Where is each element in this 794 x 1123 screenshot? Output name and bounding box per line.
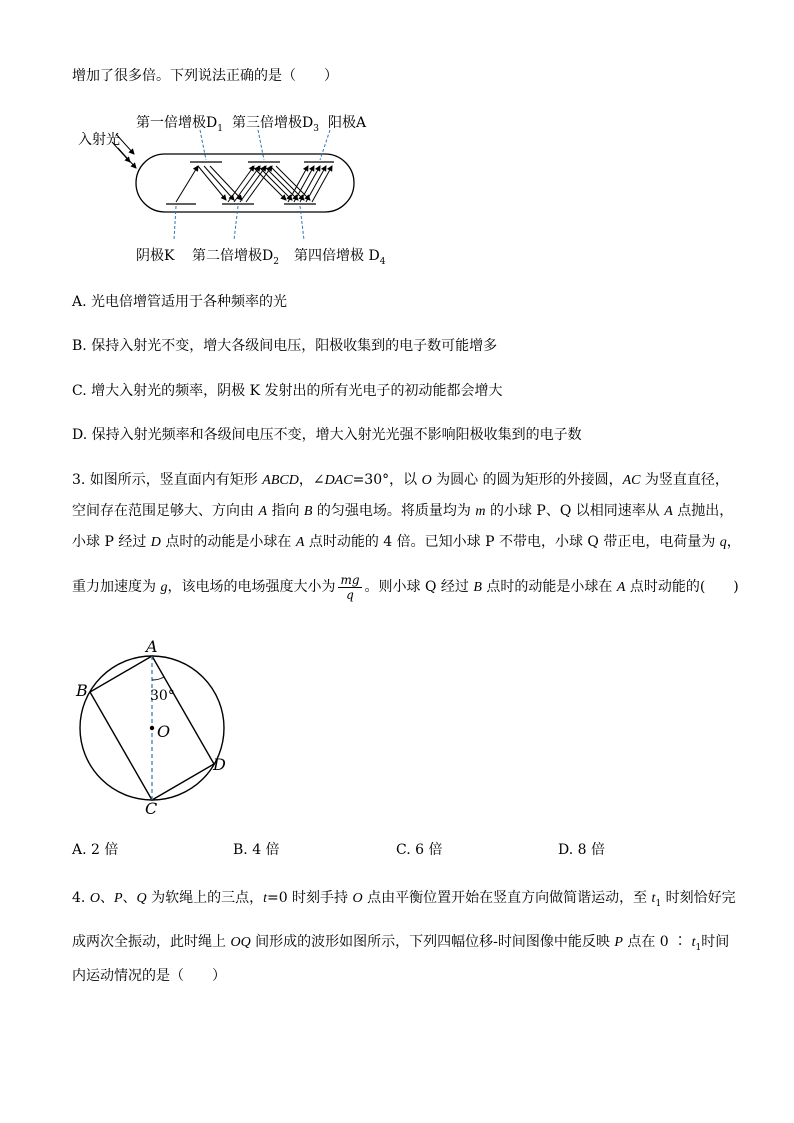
angle-label: 30° xyxy=(150,688,175,704)
point-c-label: C xyxy=(145,799,158,818)
q3-line-3: 小球 P 经过 D 点时的动能是小球在 A 点时动能的 4 倍。已知小球 P 不带电，小球 Q 带正电，电荷量为 q， xyxy=(72,534,741,550)
label-anode: 阳极A xyxy=(328,115,367,131)
photomultiplier-figure xyxy=(72,108,402,268)
q2-option-b: B. 保持入射光不变，增大各级间电压，阳极收集到的电子数可能增多 xyxy=(72,338,498,354)
circle-rectangle-figure xyxy=(70,634,240,820)
label-d2: 第二倍增极$D_2$ xyxy=(192,248,279,267)
q2-option-a: A. 光电倍增管适用于各种频率的光 xyxy=(72,294,288,310)
q3-option-b: B. 4 倍 xyxy=(233,842,280,858)
q4-line-3: 内运动情况的是（ ） xyxy=(72,968,226,984)
point-b-label: B xyxy=(76,681,88,700)
q2-stem-tail: 增加了很多倍。下列说法正确的是（ ） xyxy=(72,68,338,84)
q4-line-2: 成两次全振动，此时绳上 OQ 间形成的波形如图所示，下列四幅位移-时间图像中能反映 P 点在 0 ∶ $t_1$时间 xyxy=(72,934,730,953)
q3-line-4: 重力加速度为 g，该电场的电场强度大小为 $\frac{mg}{q}$ 。则小球 Q 经过 B 点时的动能是小球在 A 点时动能的( ) xyxy=(72,572,739,602)
label-cathode: 阴极K xyxy=(136,248,175,264)
label-d4: 第四倍增极 $D_4$ xyxy=(294,248,386,267)
label-d1: 第一倍增极$D_1$ xyxy=(136,115,223,134)
tube-outline xyxy=(136,154,354,212)
q3-option-a: A. 2 倍 xyxy=(72,842,119,858)
q2-option-c: C. 增大入射光的频率，阴极 K 发射出的所有光电子的初动能都会增大 xyxy=(72,383,503,399)
point-d-label: D xyxy=(213,755,226,774)
q3-option-d: D. 8 倍 xyxy=(558,842,605,858)
center-o-label: O xyxy=(157,722,171,741)
label-d3: 第三倍增极$D_3$ xyxy=(232,115,319,134)
q2-option-d: D. 保持入射光频率和各级间电压不变，增大入射光光强不影响阳极收集到的电子数 xyxy=(72,427,582,443)
label-incident-light: 入射光 xyxy=(78,132,120,148)
field-strength-fraction: $\frac{mg}{q}$ xyxy=(340,572,360,602)
point-a-label: A xyxy=(146,637,158,656)
q4-line-1: 4. O、P、Q 为软绳上的三点，t=0 时刻手持 O 点由平衡位置开始在竖直方向做简谐运动，至 $t_1$ 时刻恰好完 xyxy=(72,890,736,909)
q3-option-c: C. 6 倍 xyxy=(396,842,443,858)
q3-line-1: 3. 如图所示，竖直面内有矩形 ABCD，∠DAC=30°，以 O 为圆心 的圆为矩形的外接圆，AC 为竖直直径， xyxy=(72,472,729,488)
q3-line-2: 空间存在范围足够大、方向由 A 指向 B 的匀强电场。将质量均为 m 的小球 P、Q 以相同速率从 A 点抛出， xyxy=(72,503,734,519)
